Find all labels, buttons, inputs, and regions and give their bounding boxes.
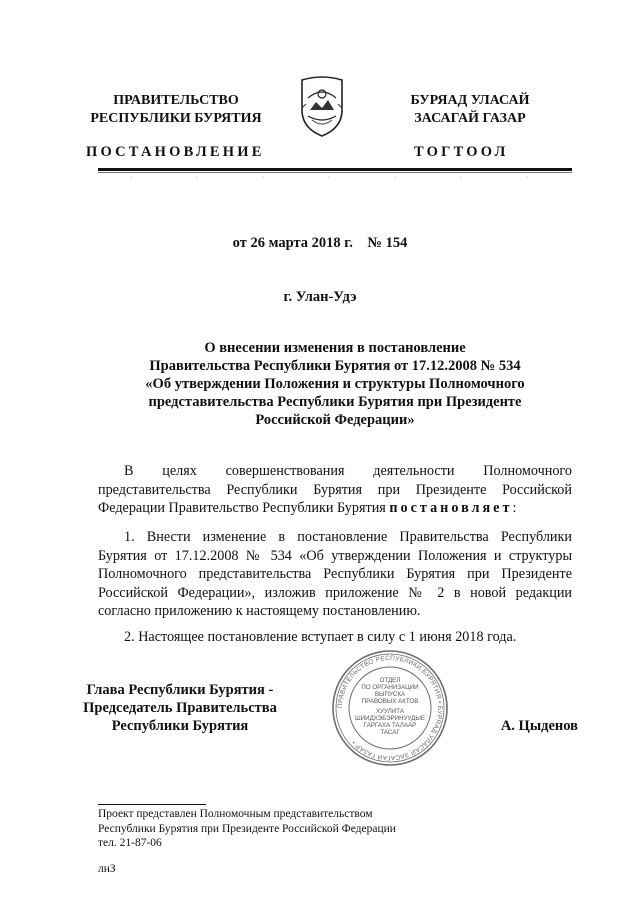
stamp-line: ТАСАГ [380,729,400,736]
position-line: Глава Республики Бурятия - [86,682,274,698]
header-right [380,92,560,128]
header-left-line2: РЕСПУБЛИКИ БУРЯТИЯ [90,111,262,126]
date-number: от 26 марта 2018 г. № 154 [232,235,408,251]
position-line: Председатель Правительства [83,700,277,716]
stamp-line: ГАРГАХА ТАЛААР [363,722,417,729]
document-title [110,339,560,429]
footer-line: Республики Бурятия при Президенте Российской Федерации [98,822,396,835]
footer-note [98,807,396,851]
doc-type-bua: ТОГТООЛ [414,144,509,160]
stamp-line: ПРАВОВЫХ АКТОВ [361,698,419,705]
signatory-position [70,681,290,735]
header-left [86,92,266,128]
stamp-line: ПО ОРГАНИЗАЦИИ [361,684,419,691]
header-rule-thin [98,172,572,173]
coat-of-arms-icon [296,74,348,138]
position-line: Республики Бурятия [111,718,249,734]
stamp-line: ШИИДХЭБЭРИНУУДЫЕ [355,715,425,722]
intro-text: В целях совершенствования деятельности Полномочного представительства Республики Бурятия при Президенте Российской Федерации Правительство Республики Бурятия [98,463,572,517]
item-2-paragraph: 2. Настоящее постановление вступает в силу с 1 июня 2018 года. [124,629,517,645]
item-1-paragraph: 1. Внести изменение в постановление Правительства Республики Бурятия от 17.12.2008 № 534 «Об утверждении Положения и структуры Полномочного представительства Республики Бурятия при Президенте Российской Федерации», изложив приложение № 2 в новой редакции согласно приложению к настоящему постановлению. [98,529,572,620]
title-line: «Об утверждении Положения и структуры Полномочного [145,376,525,392]
doc-type-ru: ПОСТАНОВЛЕНИЕ [86,144,265,160]
header-rule-thick [98,168,572,171]
header-right-line2: ЗАСАГАЙ ГАЗАР [414,111,526,126]
intro-spaced-verb: постановляет [389,500,513,517]
header-right-line1: БУРЯАД УЛАСАЙ [410,93,530,108]
footer-line: Проект представлен Полномочным представительством [98,808,373,820]
stamp-line: ХУУЛИТА [376,708,404,715]
footer-line: тел. 21-87-06 [98,837,162,849]
stamp-ring-text: ПРАВИТЕЛЬСТВО РЕСПУБЛИКИ БУРЯТИЯ • БУРЯАД УЛАСАЙ ЗАСАГАЙ ГАЗАР • [336,654,444,762]
city: г. Улан-Удэ [283,289,357,305]
title-line: Правительства Республики Бурятия от 17.12.2008 № 534 [149,358,521,374]
intro-paragraph [98,462,572,518]
header-left-line1: ПРАВИТЕЛЬСТВО [113,93,239,108]
title-line: О внесении изменения в постановление [204,340,466,356]
title-line: Российской Федерации» [255,412,415,428]
title-line: представительства Республики Бурятия при Президенте [148,394,522,410]
header-dotted-line [98,176,572,178]
footer-rule [98,804,206,805]
stamp-line: ВЫПУСКА [374,691,406,698]
stamp-line: ОТДЕЛ [379,677,401,684]
footer-code: лнЗ [98,863,116,875]
signatory-name: А. Цыденов [500,718,578,734]
official-stamp-icon [330,648,450,768]
intro-end: : [512,500,517,517]
